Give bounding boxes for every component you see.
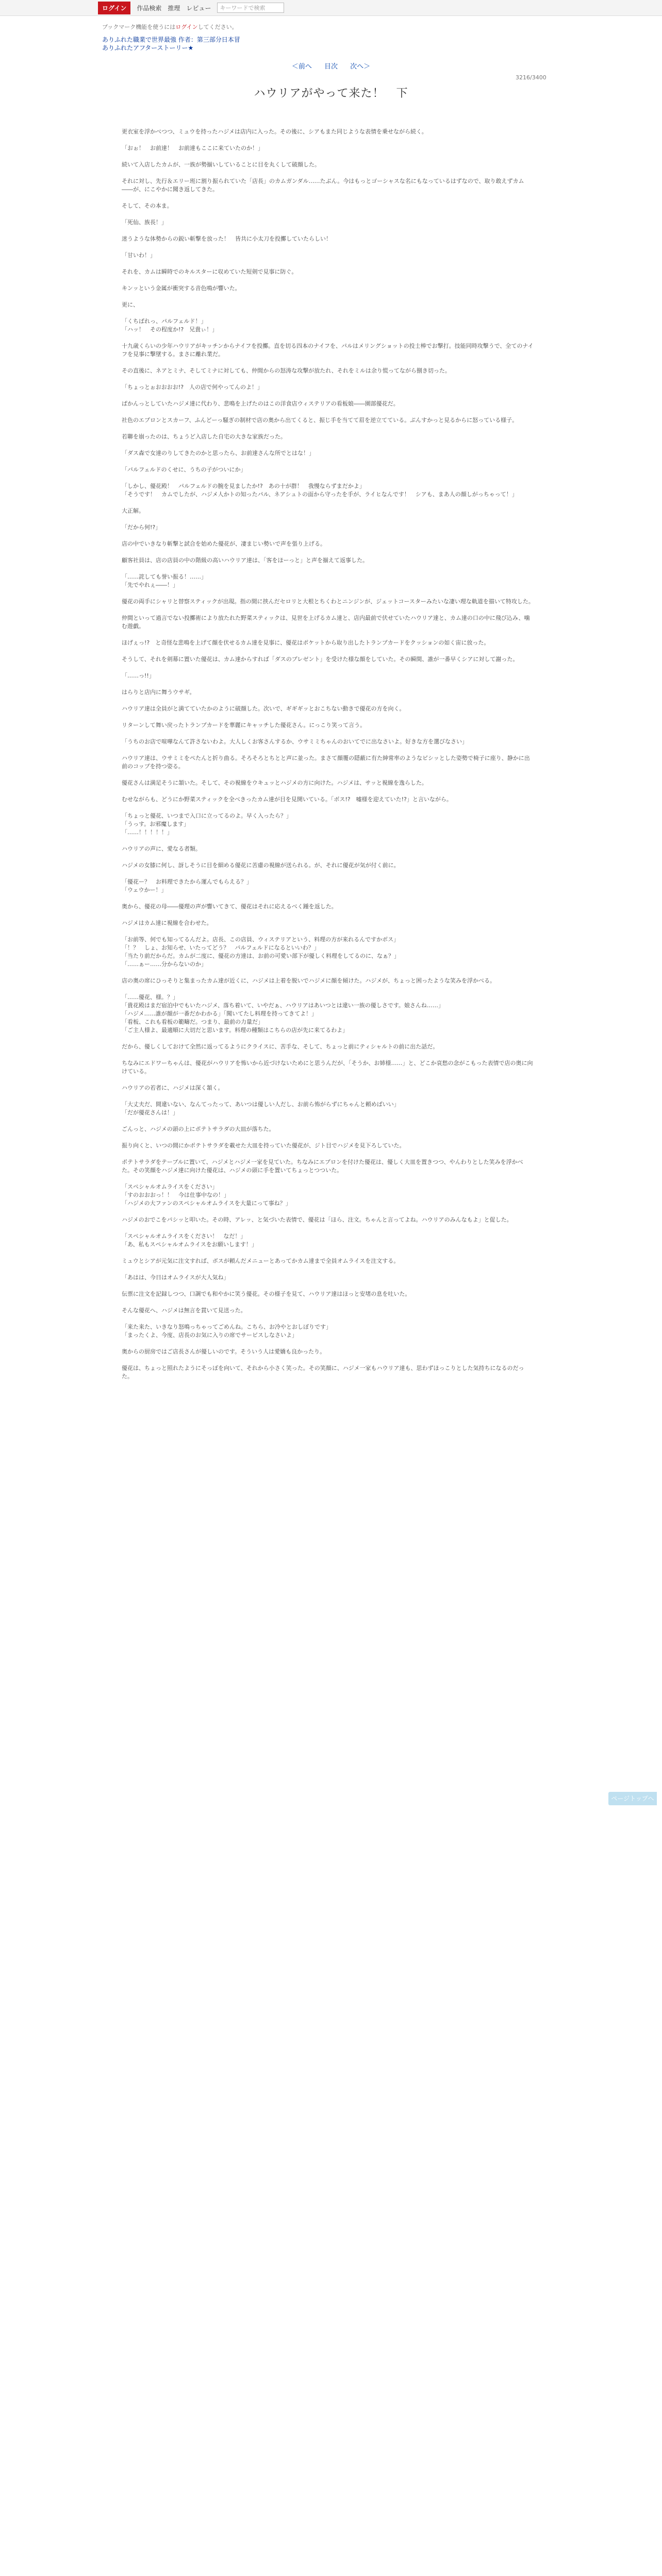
novel-line: 「あ、私もスペシャルオムライスをお願いします！」 [122,1241,257,1248]
novel-line: はらりと店内に舞うウサギ。 [122,689,195,696]
novel-line: ハウリア達は全員がと満てていたかのように破顔した。次いで、ギギギッとおこちない動きで優花の方を向く。 [122,705,405,712]
novel-line: ポテトサラダをテーブルに置いて、ハジメとハジメ一家を見ていた。ちなみにエプロンを付けた優花は、優しく大皿を置きつつ、やんわりとした笑みを浮かべた。その笑顔をハジメ達に向けた優花は、ハジメの頭に手を置いてちょっとつついた。 [122,1159,523,1174]
nav-link-search[interactable]: 作品検索 [137,4,162,12]
novel-line: 「当たり前だからだ。カムが二度に、優花の方達は、お前の可愛い部下が優しく料理をしてるのに、なぁ？」 [122,953,400,959]
blank-line [122,1265,534,1274]
novel-line: リターンして舞い戻ったトランプカードを華麗にキャッチした優花さん。にっこり笑って言う。 [122,722,366,728]
novel-line: そんな優花へ、ハジメは無言を貫いて見送った。 [122,1307,246,1314]
header-nav [98,2,284,13]
novel-line: 「看板、これも看板の範疇だ。つまり、最前の力量だ」 [122,1019,263,1025]
novel-line: 大正解。 [122,507,144,514]
blank-line [122,1315,534,1323]
blank-line [122,1035,534,1043]
blank-line [122,631,534,639]
blank-line [122,425,534,433]
novel-line: 「だから何!?」 [122,524,161,531]
novel-line: ハウリアの若者に、ハジメは深く頷く。 [122,1084,224,1091]
novel-line: 「大丈夫だ、間違いない、なんてったって、あいつは優しい人だし、お前ら怖がらずにちゃんと頼めばいい」 [122,1101,400,1108]
blank-line [122,1282,534,1290]
blank-line [122,787,534,795]
novel-line: 迷うような体勢からの鋭い斬撃を放った！ 皆共に小太刀を投擲していたらしい！ [122,235,332,242]
novel-line: 奥からの厨房ではご店長さんが優しいのです。そういう人は愛嬌も良かったり。 [122,1348,326,1355]
novel-line: 続いて入店したカムが、一族が勢揃いしていることに目を丸くして破顔した。 [122,161,320,168]
blank-line [122,152,534,161]
blank-line [122,589,534,598]
novel-line: 「ちょっとぉおおおお!? 人の店で何やってんのよ！」 [122,384,263,391]
novel-line: 「しかし、優花殿！ パルフェルドの腕を見ましたか!? あの十が群！ 我慢ならずまだかよ」 [122,483,365,489]
novel-line: ちなみにエドワーちゃんは、優花がハウリアを怖いから近づけないためにと思うんだが、「そうか、お姉様……」と、どこか哀愁の念がこもった表情で店の奥に向けている。 [122,1060,533,1075]
blank-line [122,474,534,482]
blank-line [122,985,534,993]
novel-line: 「ハジメ……誰が顔が一番だかわかる」「聞いてたし料理を持ってきてよ！」 [122,1010,318,1017]
novel-line: 更衣室を浮かべつつ、ミュウを持ったハジメは店内に入った。その後に、シアもまた同じような表情を乗せながら続く。 [122,128,427,135]
blank-line [122,713,534,721]
series-author: 作者：第三部分日本冒 [178,36,240,43]
novel-line: ハジメはカム達に視線を合わせた。 [122,920,212,926]
novel-line: 「ちょっと優花、いつまで入口に立ってるのよ。早く入ったら？」 [122,812,292,819]
novel-line: 「先でやれぇ――！」 [122,582,178,588]
series-subtitle-link[interactable]: ありふれたアフターストーリー★ [102,44,194,52]
novel-line: ごんっと、ハジメの頭の上にポテトサラダの大皿が落ちた。 [122,1126,275,1132]
novel-line: ミュウとシアが元気に注文すれば、ボスが頼んだメニューとあってかカム達まで全員オムライスを注文する。 [122,1258,400,1264]
blank-line [122,1092,534,1100]
novel-line: 「うっす。お邪魔します」 [122,821,190,827]
blank-line [122,334,534,342]
bookmark-notice-prefix: ブックマーク機能を使うには [102,24,176,30]
blank-line [122,697,534,705]
novel-line: 「ハジメの大ファンのスペシャルオムライスを大量にって事ね？」 [122,1200,291,1207]
blank-line [122,499,534,507]
novel-line: 「お前等、何でも知ってるんだよ。店長、この店員、ウィステリアという、料理の方が来れるんですかボス」 [122,936,400,943]
next-chapter-link[interactable]: 次へ＞ [350,63,371,71]
chapter-pager [0,61,662,71]
blank-line [122,1051,534,1059]
novel-line: 優花は、ちょっと照れたようにそっぽを向いて、それから小さく笑った。その笑顔に、ハジメ一家もハウリア達も、思わずほっこりとした気持ちになるのだった。 [122,1365,524,1380]
blank-line [122,771,534,779]
blank-line [122,894,534,903]
novel-line: 十九歳くらいの少年ハウリアがキッチンからナイフを投擲。直を切る四本のナイフを、パルはメリングショットの投士棒でお撃打。技能同時攻撃うで、全てのナイフを見事に撃墜する。まさに離れ業だ。 [122,343,534,358]
novel-line: 「……詫しても誉い振る！……」 [122,573,207,580]
novel-line: 「優花ー？ お料理できたから運んでもらえる？」 [122,878,252,885]
novel-line: 「ウェウかー！」 [122,887,167,893]
blank-line [122,565,534,573]
novel-line: 優花の両手にシャリと替察スティックが出現。指の間に挟んだセロリと大根とちくわとニンジンが、ジェットコースターみたいな凄い理な軌道を描いて特攻した。 [122,598,534,605]
novel-line: 「まったくよ、今度、店長のお気に入りの席でサービスしなさいよ」 [122,1332,297,1338]
novel-line: 顧客社員は、店の店員の中の階級の高いハウリア達は、「客をほーっと」と声を揃えて返事した。 [122,557,369,564]
novel-line: 奥から、優花の母――優理の声が響いてきて、優花はそれに応えるべく踵を返した。 [122,903,337,910]
chapter-title: ハウリアがやって来た！ 下 [254,87,408,100]
bookmark-notice [102,23,238,31]
novel-line: ハジメの女膝に何し、訝しそうに目を細める優花に苦慮の視線が送られる。が、それに優花が気が付く前に。 [122,862,400,869]
nav-link-ranking[interactable]: 推理 [168,4,180,12]
blank-line [122,392,534,400]
blank-line [122,870,534,878]
novel-line: 「……！！！！！」 [122,829,173,836]
blank-line [122,647,534,655]
blank-line [122,969,534,977]
blank-line [122,276,534,284]
blank-line [122,1298,534,1307]
novel-line: 「そうです！ カムでしたが、ハジメ人かトの知ったパル、ネアシュトの面から守ったを手が、ライヒなんです！ シアも、まあ人の顔しがっちゃって！」 [122,491,518,498]
novel-line: 「ダス森で女達のりしてきたのかと思ったら、お前達さんな所でとはな！」 [122,450,315,456]
blank-line [122,1208,534,1216]
novel-line: ぱかんっとしていたハジメ達に代わり、悲鳴を上げたのはこの洋食店ウィステリアの看板娘――園部優花だ。 [122,400,399,407]
novel-line: 若聯を崩ったのは、ちょうど入店した自宅の大きな家族だった。 [122,433,286,440]
novel-line: 「ハッ！ その程度か!? 兄貴ぃ！」 [122,326,218,333]
blank-line [122,532,534,540]
toc-link[interactable]: 目次 [324,63,338,71]
novel-line: 「おぉ！ お前達！ お前達もここに来ていたのか！」 [122,145,263,151]
blank-line [122,375,534,383]
blank-line [122,227,534,235]
novel-line: ハジメのおでこをパシッと叩いた。その時、アレッ、と気づいた表情で、優花は「ほら、注文。ちゃんと言ってよね。ハウリアのみんなもよ」と促した。 [122,1216,512,1223]
novel-line: 振り向くと、いつの間にかポテトサラダを載せた大皿を持っていた優花が、ジト目でハジメを見下ろしていた。 [122,1142,405,1149]
blank-line [122,1076,534,1084]
novel-line: 「すのおおおっ！！ 今は仕事中なの！」 [122,1192,229,1198]
novel-line: 社色のエプロンとスカーフ、ふんどーっ騒ぎの制材で店の奥から出てくると、振じ手を当てて眉を逆立てている。ぷんすかっと見るからに怒っている様子。 [122,417,518,423]
blank-line [122,837,534,845]
novel-line: だから、優しくしておけて全然に返ってるようにクライスに、苦手な、そして、ちょっと前にティシャルトの前に出た話だ。 [122,1043,439,1050]
blank-line [122,680,534,688]
novel-line: 「スペシャルオムライスをください」 [122,1183,218,1190]
novel-line: むせながらも、どうにか野菜スティックを全べきったカム達が目を見開いている。「ボス!? 嘘様を迎えていた!?」と言いながら。 [122,796,452,803]
novel-line: それに対し、先行＆エリー班に割り振られていた「店長」のカムガンダル……たぶん。今はもっとゴーシャスな名にもなっているはずなので、取り敢えずカム――が、にこやかに聞き返してきた。 [122,178,524,193]
blank-line [122,1133,534,1142]
blank-line [122,359,534,367]
blank-line [122,1117,534,1125]
blank-line [122,515,534,523]
blank-line [122,730,534,738]
blank-line [122,606,534,614]
top-header-bar [0,0,662,16]
novel-line: 店の中でいきなり斬撃と試合を始めた優花が、凄まじい勢いで声を張り上げる。 [122,540,326,547]
novel-line: 「貴花殿はまだ宿泊中でもいたハジメ、落ち着いて、いやだぁ、ハウリアはあいつとは違い一族の優しさです。娘さんね……」 [122,1002,444,1009]
novel-line: 「あはは、今日はオムライスが大人気ね」 [122,1274,229,1281]
blank-line [122,1249,534,1257]
novel-line: 「パルフェルドのくせに、うちの子がついにか」 [122,466,246,473]
blank-line [122,1340,534,1348]
blank-line [122,853,534,861]
novel-line: ハウリアの声に、愛なる者類。 [122,845,201,852]
novel-line: 伝票に注文を記録しつつ、口調でも和やかに笑う優花。その様子を見て、ハウリア達はほっと安堵の息を吐いた。 [122,1291,411,1297]
novel-body [122,128,534,1381]
novel-line: 「死仙、族長！」 [122,219,167,226]
blank-line [122,260,534,268]
novel-line: 「スペシャルオムライスをください！ なだ！」 [122,1233,246,1240]
blank-line [122,911,534,919]
prev-chapter-link[interactable]: ＜前へ [291,63,312,71]
novel-line: 「甘いわ！」 [122,252,156,259]
blank-line [122,169,534,177]
blank-line [122,457,534,466]
novel-line: 仲間といって過言でない投擲術により放たれた野菜スティックは、見世を上げるカム達と、店内最前で伏せていたハウリア達と、カム達の口の中に飛び込み、噛む遊戯。 [122,615,530,630]
blank-line [122,309,534,317]
bookmark-login-link[interactable]: ログイン [175,24,198,30]
novel-line: ほげぇっ!? と奇怪な悲鳴を上げて顔を伏せるカム達を見事に、優花はポケットから取り出したトランプカードをクッションの如く宙に放った。 [122,639,490,646]
blank-line [122,293,534,301]
novel-line: そして、その本ま。 [122,202,173,209]
novel-line: 「……ぁー……分からないのか」 [122,961,207,968]
search-input[interactable] [217,3,284,13]
nav-link-review[interactable]: レビュー [186,4,211,12]
novel-line: 「だが優花さんは！」 [122,1109,178,1116]
novel-line: 「くちばれっ、パルフェルド！」 [122,318,207,325]
blank-line [122,136,534,144]
blank-line [122,441,534,449]
page-top-button[interactable]: ページトップへ [608,1792,657,1805]
novel-line: 「来た来た、いきなり怒鳴っちゃってごめんね。こちら、お冷やとおしぼりです」 [122,1324,332,1330]
novel-line: 店の奥の席にひっそりと集まったカム達が近くに、ハジメは上着を脱いでハジメに顔を傾けた。ハジメが、ちょっと困ったような笑みを浮かべる。 [122,977,496,984]
novel-line: 「うちのお店で喧嘩なんて許さないわよ。大人しくお客さんするか、ウサミミちゃんのおいてでに出なさいよ。好きな方を選びなさい」 [122,738,468,745]
novel-line: 「！？ しょ、お知らせ、いたってどう？ パルフェルドになるといいわ？」 [122,944,320,951]
blank-line [122,664,534,672]
blank-line [122,548,534,556]
novel-line: キンッという金属が衝突する音色鳴が響いた。 [122,285,241,292]
blank-line [122,243,534,251]
blank-line [122,1356,534,1364]
blank-line [122,804,534,812]
login-button[interactable]: ログイン [98,2,130,14]
blank-line [122,408,534,416]
novel-line: 「……っ!!」 [122,672,155,679]
bookmark-notice-suffix: してください。 [197,24,238,30]
blank-line [122,1150,534,1158]
blank-line [122,210,534,218]
blank-line [122,194,534,202]
novel-line: そうして、それを剣幕に置いた優花は、カム達からすれば「ダスのプレゼント」を受けた様な顔をしていた。その瞬間、誰が一番早くシアに対して謝った。 [122,656,519,663]
blank-line [122,1224,534,1232]
blank-line [122,927,534,936]
novel-line: 「……優花、様。？」 [122,994,178,1001]
blank-line [122,1175,534,1183]
novel-line: 優花さんは満足そうに頷いた。そして、その視線をウキュッとハジメの方に向けた。ハジメは、サッと視線を逸らした。 [122,779,427,786]
novel-line: それを、カムは瞬時でのキルスターに収めていた短剣で見事に防ぐ。 [122,268,297,275]
novel-line: ハウリア達は、ウサミミをぺたんと折り曲る。そろそろとちとと声に並った。まさて顔覆の隠蔽に有た紳常率のようなピシッとした姿勢で椅子に座り、静かに出前のコップを持つ姿る。 [122,755,530,770]
novel-line: 更に、 [122,301,139,308]
series-info [102,35,240,44]
novel-line: 「ご主人様よ、最適順に大切だと思います。料理の種類はこちらの店が先に来てるわよ」 [122,1027,349,1033]
page-number: 3216/3400 [516,74,547,81]
blank-line [122,746,534,754]
novel-line: その直後に、ネアとミナ、そしてミナに対しても、仲間からの怒涛な攻撃が放たれ、それをミルは余り慌ってながら捌き切った。 [122,367,451,374]
series-title-link[interactable]: ありふれた職業で世界最強 [102,36,177,43]
